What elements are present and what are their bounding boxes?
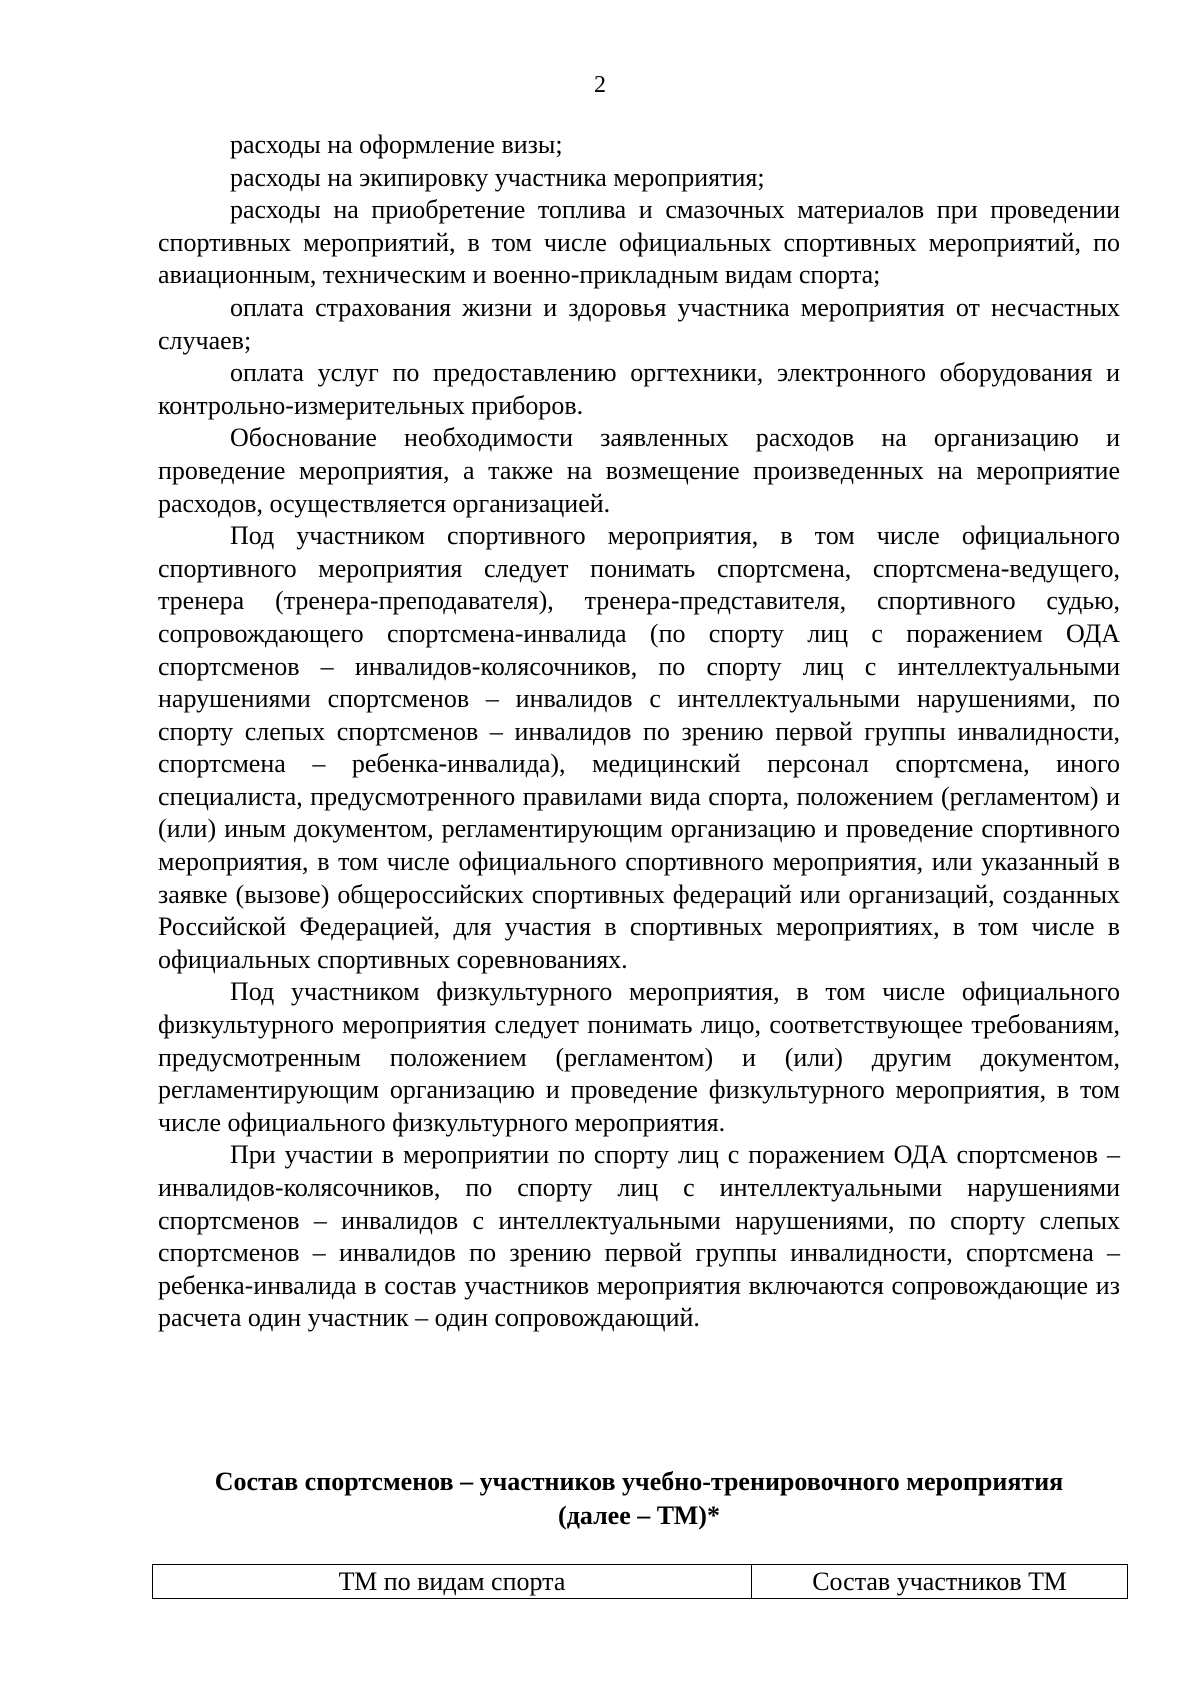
body-text xyxy=(158,129,1120,1335)
table-header-row xyxy=(153,1565,1128,1599)
participants-table xyxy=(152,1564,1128,1599)
paragraph-insurance: оплата страхования жизни и здоровья участника мероприятия от несчастных случаев; xyxy=(158,292,1120,355)
section-heading xyxy=(158,1465,1120,1533)
paragraph-physical-culture-participant: Под участником физкультурного мероприятия, в том числе официального физкультурного мероприятия следует понимать лицо, соответствующее требованиям, предусмотренным положением (регламентом) и (или) другим документом, регламентирующим организацию и проведение физкультурного мероприятия, в том числе официального физкультурного мероприятия. xyxy=(158,977,1120,1137)
paragraph-office-equipment: оплата услуг по предоставлению оргтехники, электронного оборудования и контрольно-измерительных приборов. xyxy=(158,358,1120,420)
table-header-sport: ТМ по видам спорта xyxy=(153,1565,752,1599)
paragraph-visa-expenses: расходы на оформление визы; xyxy=(230,130,563,159)
paragraph-fuel-expenses: расходы на приобретение топлива и смазочных материалов при проведении спортивных мероприятий, в том числе официальных спортивных мероприятий, по авиационным, техническим и военно-прикладным видам спорта; xyxy=(158,195,1120,290)
page-number: 2 xyxy=(594,72,606,98)
paragraph-equipment-expenses: расходы на экипировку участника мероприятия; xyxy=(230,162,765,192)
paragraph-sport-participant: Под участником спортивного мероприятия, в том числе официального спортивного мероприятия следует понимать спортсмена, спортсмена-ведущего, тренера (тренера-преподавателя), тренера-представителя, спортивного судью, сопровождающего спортсмена-инвалида (по спорту лиц с поражением ОДА спортсменов – инвалидов-колясочников, по спорту лиц с интеллектуальными нарушениями спортсменов – инвалидов с интеллектуальными нарушениями, по спорту слепых спортсменов – инвалидов по зрению первой группы инвалидности, спортсмена – ребенка-инвалида), медицинский персонал спортсмена, иного специалиста, предусмотренного правилами вида спорта, положением (регламентом) и (или) иным документом, регламентирующим организацию и проведение спортивного мероприятия, в том числе официального спортивного мероприятия, или указанный в заявке (вызове) общероссийских спортивных федераций или организаций, созданных Российской Федерацией, для участия в спортивных мероприятиях, в том числе в официальных спортивных соревнованиях. xyxy=(158,521,1120,974)
paragraph-justification: Обоснование необходимости заявленных расходов на организацию и проведение мероприятия, а также на возмещение произведенных на мероприятие расходов, осуществляется организацией. xyxy=(158,423,1120,518)
section-heading-line2: (далее – ТМ)* xyxy=(558,1501,720,1530)
table-header-participants: Состав участников ТМ xyxy=(752,1565,1128,1599)
paragraph-accompanying-persons: При участии в мероприятии по спорту лиц с поражением ОДА спортсменов – инвалидов-колясочников, по спорту лиц с интеллектуальными нарушениями спортсменов – инвалидов с интеллектуальными нарушениями, по спорту слепых спортсменов – инвалидов по зрению первой группы инвалидности, спортсмена – ребенка-инвалида в состав участников мероприятия включаются сопровождающие из расчета один участник – один сопровождающий. xyxy=(158,1140,1120,1333)
section-heading-line1: Состав спортсменов – участников учебно-тренировочного мероприятия xyxy=(214,1467,1064,1496)
